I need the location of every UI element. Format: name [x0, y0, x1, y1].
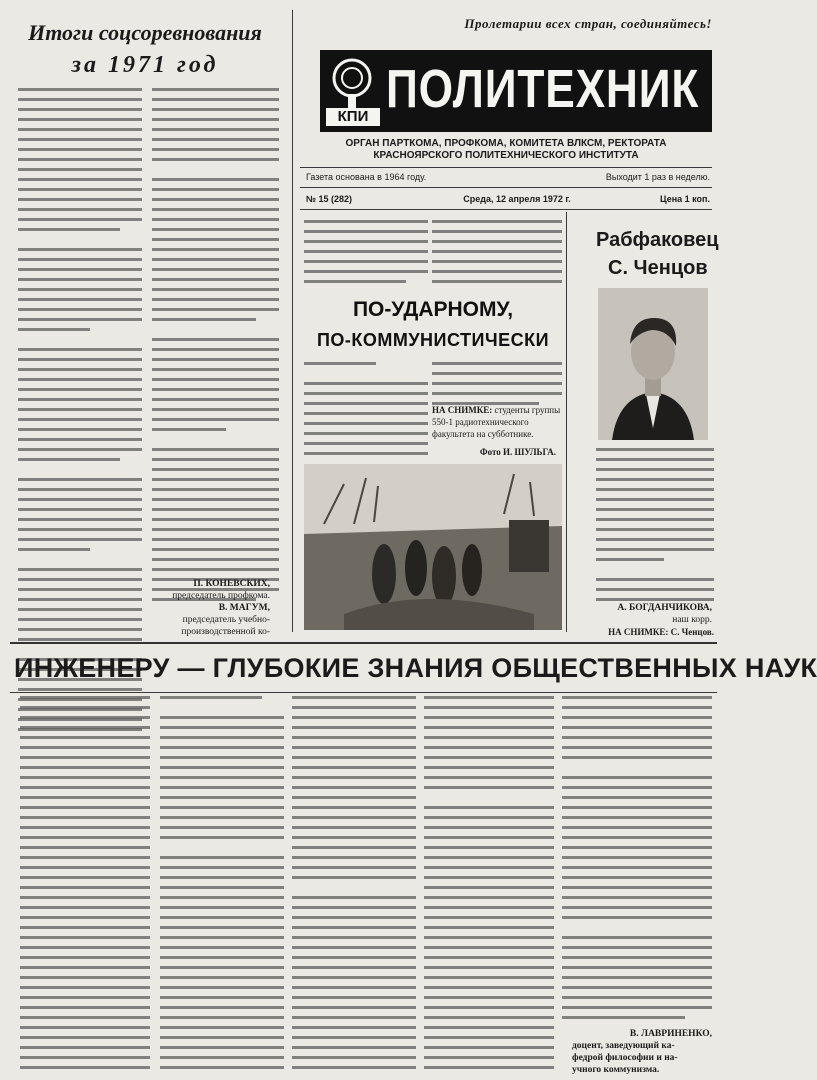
profile-author-role: наш корр.	[672, 615, 712, 625]
masthead-rule-3	[300, 209, 712, 210]
feature-headline: ИНЖЕНЕРУ — ГЛУБОКИЕ ЗНАНИЯ ОБЩЕСТВЕННЫХ НАУК	[14, 653, 817, 683]
masthead-organs-1: ОРГАН ПАРТКОМА, ПРОФКОМА, КОМИТЕТА ВЛКСМ, РЕКТОРАТА	[345, 138, 667, 149]
center-story-text-1	[304, 220, 428, 290]
top-story-signature-2	[152, 602, 270, 638]
center-photo-note	[432, 404, 562, 440]
feature-column-4	[424, 696, 554, 1074]
masthead-price: Цена 1 коп.	[660, 194, 710, 204]
signature-1-name: П. КОНЕВСКИХ,	[193, 579, 270, 589]
profile-title-2: С. Ченцов	[608, 257, 708, 279]
emblem-label: КПИ	[337, 108, 369, 125]
profile-column-rule	[566, 212, 567, 632]
feature-author-name: В. ЛАВРИНЕНКО,	[629, 1029, 712, 1039]
center-photo-credit: Фото И. ШУЛЬГА.	[479, 447, 556, 457]
signature-1-role: председатель профкома.	[172, 591, 270, 601]
subbotnik-photo-image	[304, 464, 562, 630]
center-story-text-3	[304, 362, 428, 454]
feature-author-role-2: федрой философии и на-	[572, 1053, 678, 1063]
center-story-headline-2: ПО-КОММУНИСТИЧЕСКИ	[316, 330, 550, 350]
masthead-date: Среда, 12 апреля 1972 г.	[463, 194, 571, 204]
feature-column-2	[160, 696, 284, 1074]
masthead-frequency: Выходит 1 раз в неделю.	[605, 172, 710, 182]
top-story-column-2	[152, 88, 279, 550]
feature-byline	[572, 1028, 712, 1076]
masthead-title: ПОЛИТЕХНИК	[386, 59, 700, 119]
portrait-image	[598, 288, 708, 440]
masthead-founded: Газета основана в 1964 году.	[306, 172, 427, 182]
profile-byline	[576, 602, 712, 626]
center-photo-note-text: студенты группы 550-1 радиотехнического факультета на субботнике.	[432, 405, 561, 439]
feature-column-1	[20, 696, 150, 1074]
profile-text	[596, 448, 714, 572]
center-story-headline-1: ПО-УДАРНОМУ,	[352, 298, 514, 321]
signature-2-name: В. МАГУМ,	[218, 603, 270, 613]
signature-2-role: председатель учебно-производственной ко-	[181, 615, 270, 637]
feature-author-role-1: доцент, заведующий ка-	[572, 1041, 675, 1051]
feature-author-role-3: учного коммунизма.	[572, 1065, 660, 1075]
feature-rule-bottom	[10, 692, 717, 693]
feature-column-5	[562, 696, 712, 1028]
kpi-emblem	[324, 54, 382, 128]
center-story-text-2	[432, 220, 562, 290]
masthead-organs-2: КРАСНОЯРСКОГО ПОЛИТЕХНИЧЕСКОГО ИНСТИТУТА	[373, 150, 639, 161]
profile-title-1: Рабфаковец	[596, 229, 719, 251]
masthead-rule-1	[300, 167, 712, 168]
top-story-headline-2: за 1971 год	[71, 52, 219, 78]
subbotnik-photo	[304, 464, 562, 630]
chentsov-portrait	[598, 288, 708, 440]
column-rule	[292, 10, 293, 632]
feature-column-3	[292, 696, 416, 1074]
center-photo-note-label: НА СНИМКЕ:	[432, 405, 493, 415]
feature-rule	[10, 642, 717, 644]
profile-author-name: А. БОГДАНЧИКОВА,	[617, 603, 712, 613]
top-story-signature-1	[152, 578, 270, 602]
top-story-column-1	[18, 88, 142, 640]
top-story-headline-1: Итоги соцсоревнования	[28, 20, 262, 45]
nameplate	[320, 50, 712, 132]
profile-photo-caption: НА СНИМКЕ: С. Ченцов.	[608, 627, 714, 637]
masthead-issue: № 15 (282)	[306, 194, 353, 204]
masthead-motto: Пролетарии всех стран, соединяйтесь!	[464, 16, 712, 31]
masthead-rule-2	[300, 187, 712, 188]
